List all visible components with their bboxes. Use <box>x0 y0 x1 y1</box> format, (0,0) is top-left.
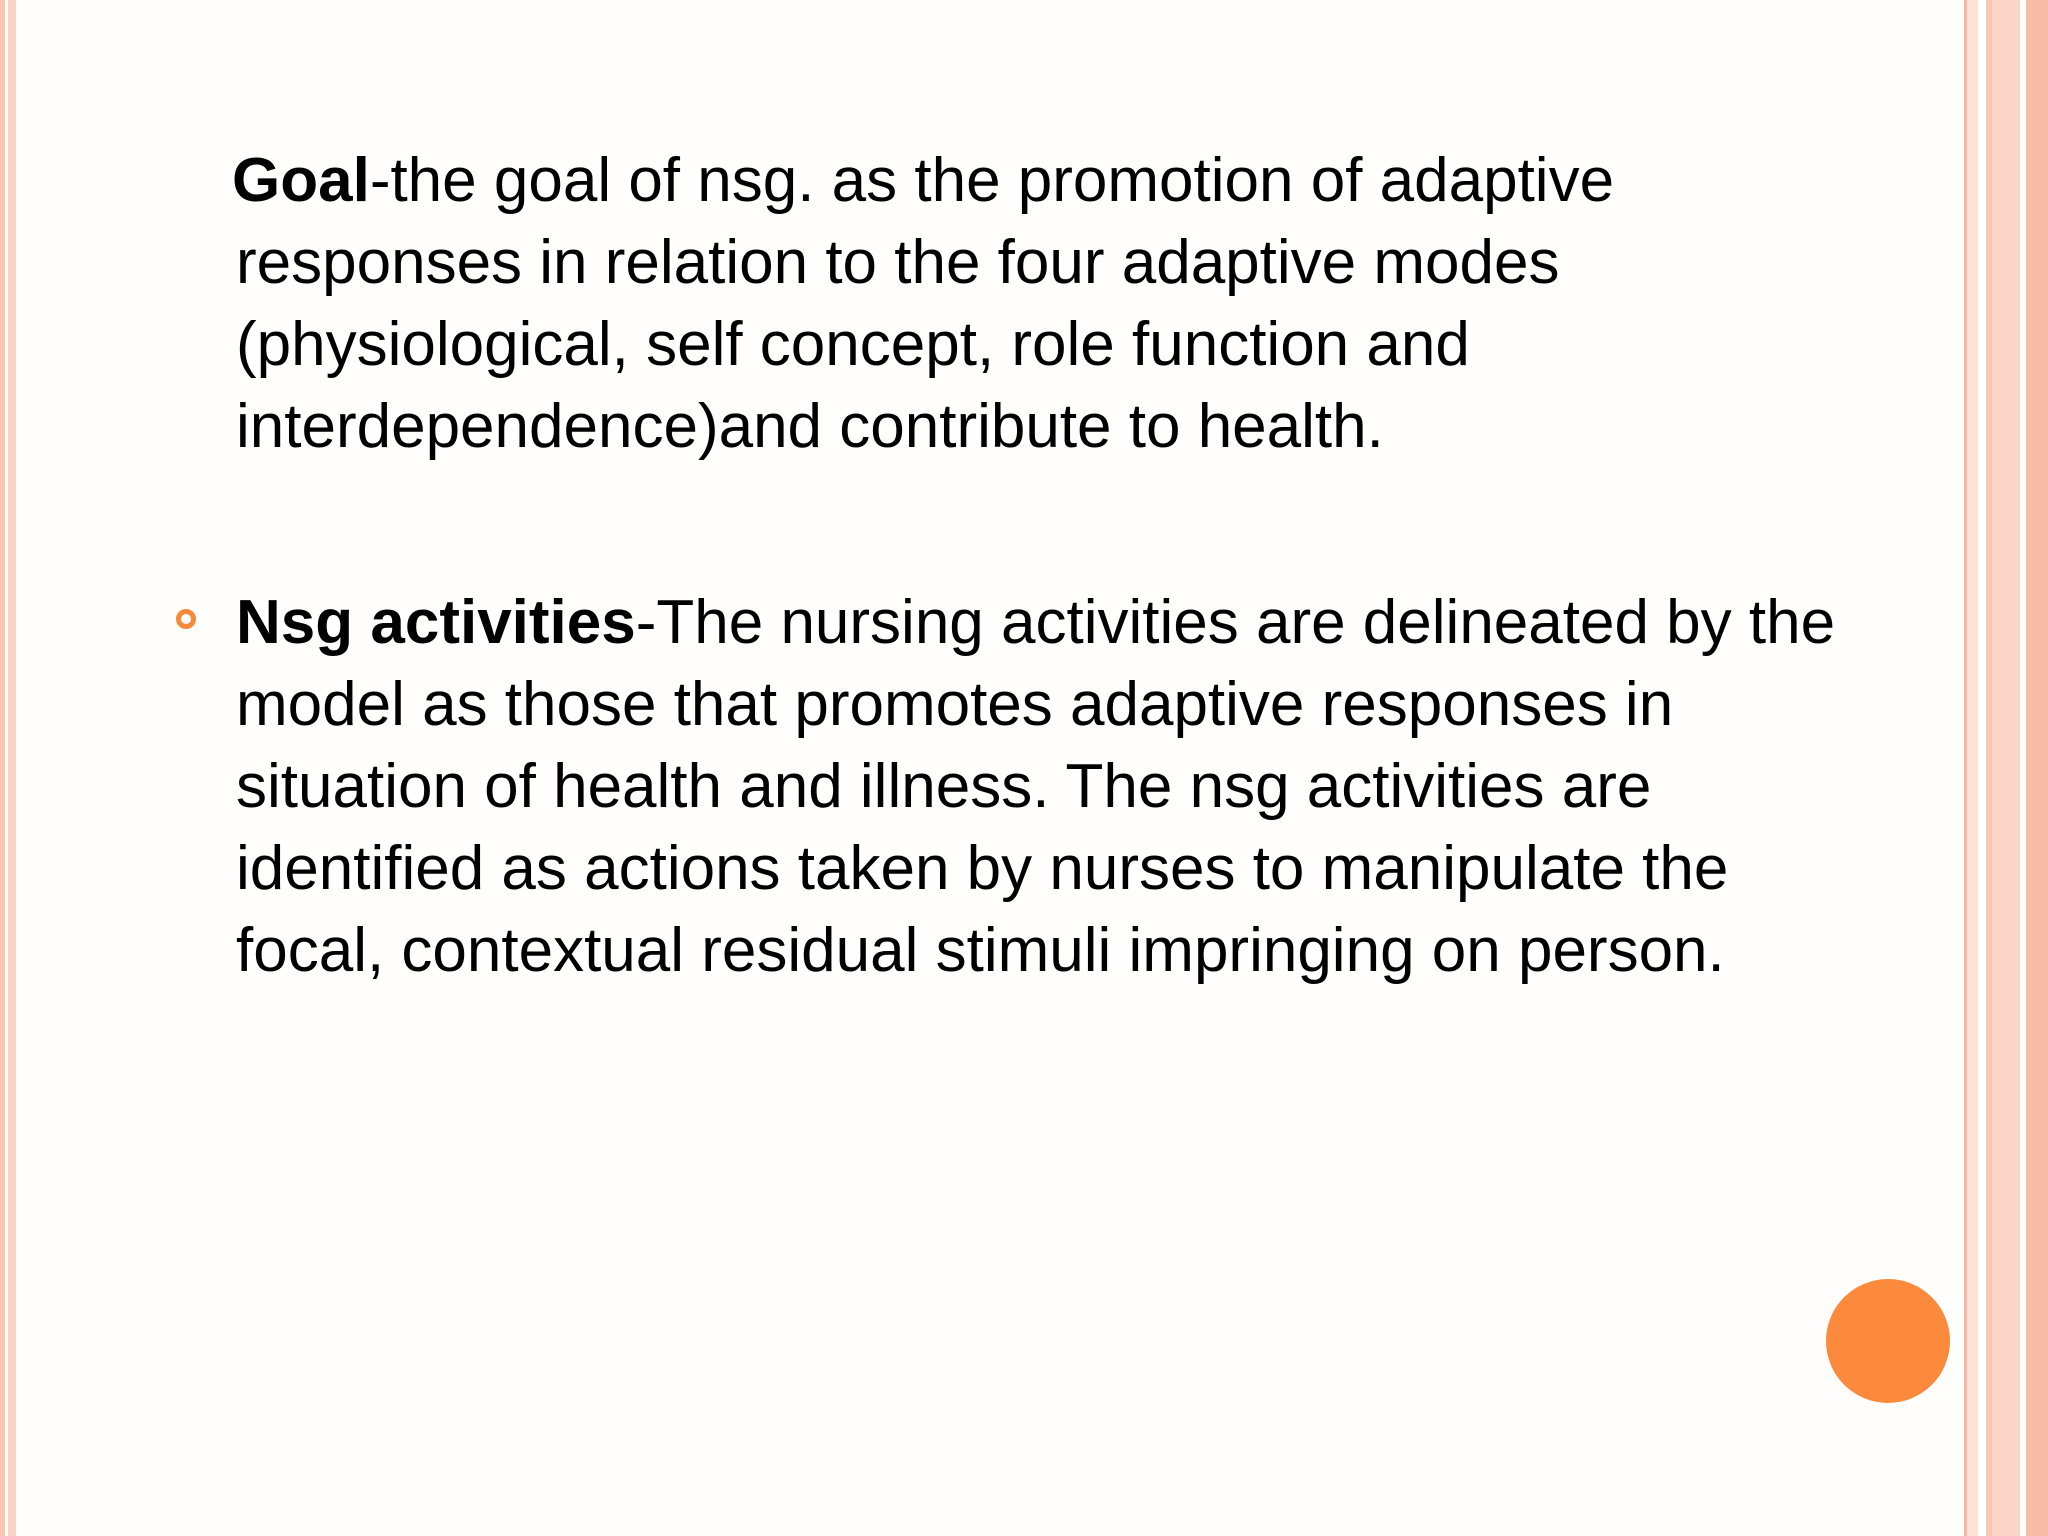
orange-circle-icon <box>1826 1279 1950 1403</box>
nsg-activities-text: -The nursing activities are delineated by the model as those that promotes adaptive responses in situation of health and illness. The nsg activities are identified as actions taken by nurses to manipulate the focal, contextual residual stimuli impringing on person. <box>236 588 1836 985</box>
slide-content <box>232 140 1836 992</box>
goal-paragraph <box>232 140 1836 468</box>
goal-heading: Goal <box>232 146 370 215</box>
hollow-circle-bullet-icon <box>176 609 196 629</box>
right-decorative-border <box>1964 0 2048 1536</box>
nsg-activities-heading: Nsg activities <box>236 588 636 657</box>
goal-text: -the goal of nsg. as the promotion of adaptive responses in relation to the four adaptive modes (physiological, self concept, role function and interdependence)and contribute to health. <box>236 146 1615 461</box>
nsg-activities-paragraph <box>236 582 1836 992</box>
left-decorative-border <box>0 0 18 1536</box>
